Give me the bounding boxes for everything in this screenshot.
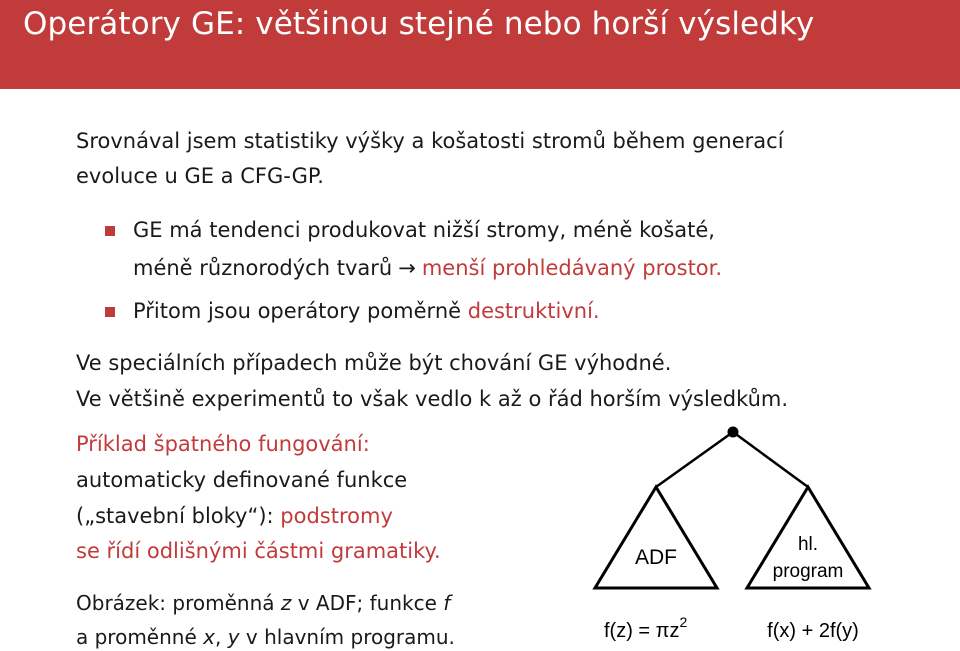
bullet-1-line-1: GE má tendenci produkovat nižší stromy, méně košaté, xyxy=(133,218,715,242)
example-heading: Příklad špatného fungování: xyxy=(76,432,370,456)
caption-var-x: x xyxy=(203,625,215,649)
right-arrow-icon: → xyxy=(398,256,416,280)
caption-text: v hlavním programu. xyxy=(239,625,455,649)
caption-text: a proměnné xyxy=(76,625,204,649)
main-program-formula: f(x) + 2f(y) xyxy=(767,620,859,642)
example-line-2: automaticky definované funkce xyxy=(76,468,408,492)
example-line-4: se řídí odlišnými částmi gramatiky. xyxy=(76,539,441,563)
adf-formula xyxy=(604,614,687,642)
main-program-label-2: program xyxy=(772,561,844,582)
tree-edge-left xyxy=(656,432,733,487)
tree-root-node xyxy=(728,427,739,438)
bullet-1-highlight: menší prohledávaný prostor. xyxy=(421,256,723,280)
example-text: („stavební bloky“): xyxy=(76,504,281,528)
caption-var-z: z xyxy=(280,591,292,615)
tree-edge-right xyxy=(733,432,808,487)
intro-line-1: Srovnával jsem statistiky výšky a košatosti stromů během generací xyxy=(76,129,784,153)
example-highlight: podstromy xyxy=(280,504,393,528)
caption-var-f: f xyxy=(443,591,451,615)
adf-formula-body: f(z) = πz xyxy=(604,620,680,642)
adf-label: ADF xyxy=(635,546,677,569)
adf-formula-exponent: 2 xyxy=(679,614,688,630)
caption-text: , xyxy=(214,625,228,649)
para-line-2: Ve většině experimentů to však vedlo k až o řád horším výsledkům. xyxy=(76,387,789,411)
caption-text: v ADF; funkce xyxy=(291,591,444,615)
bullet-2-text: Přitom jsou operátory poměrně xyxy=(133,299,468,323)
main-program-label-1: hl. xyxy=(797,534,819,555)
caption-var-y: y xyxy=(227,625,240,649)
adf-subtree-triangle xyxy=(595,487,717,588)
intro-line-2: evoluce u GE a CFG-GP. xyxy=(76,164,324,188)
slide-title: Operátory GE: většinou stejné nebo horší výsledky xyxy=(23,6,815,42)
bullet-1-text: méně různorodých tvarů xyxy=(133,256,393,280)
caption-text: Obrázek: proměnná xyxy=(76,591,281,615)
bullet-2-highlight: destruktivní. xyxy=(467,299,600,323)
para-line-1: Ve speciálních případech může být chování GE výhodné. xyxy=(76,351,672,375)
